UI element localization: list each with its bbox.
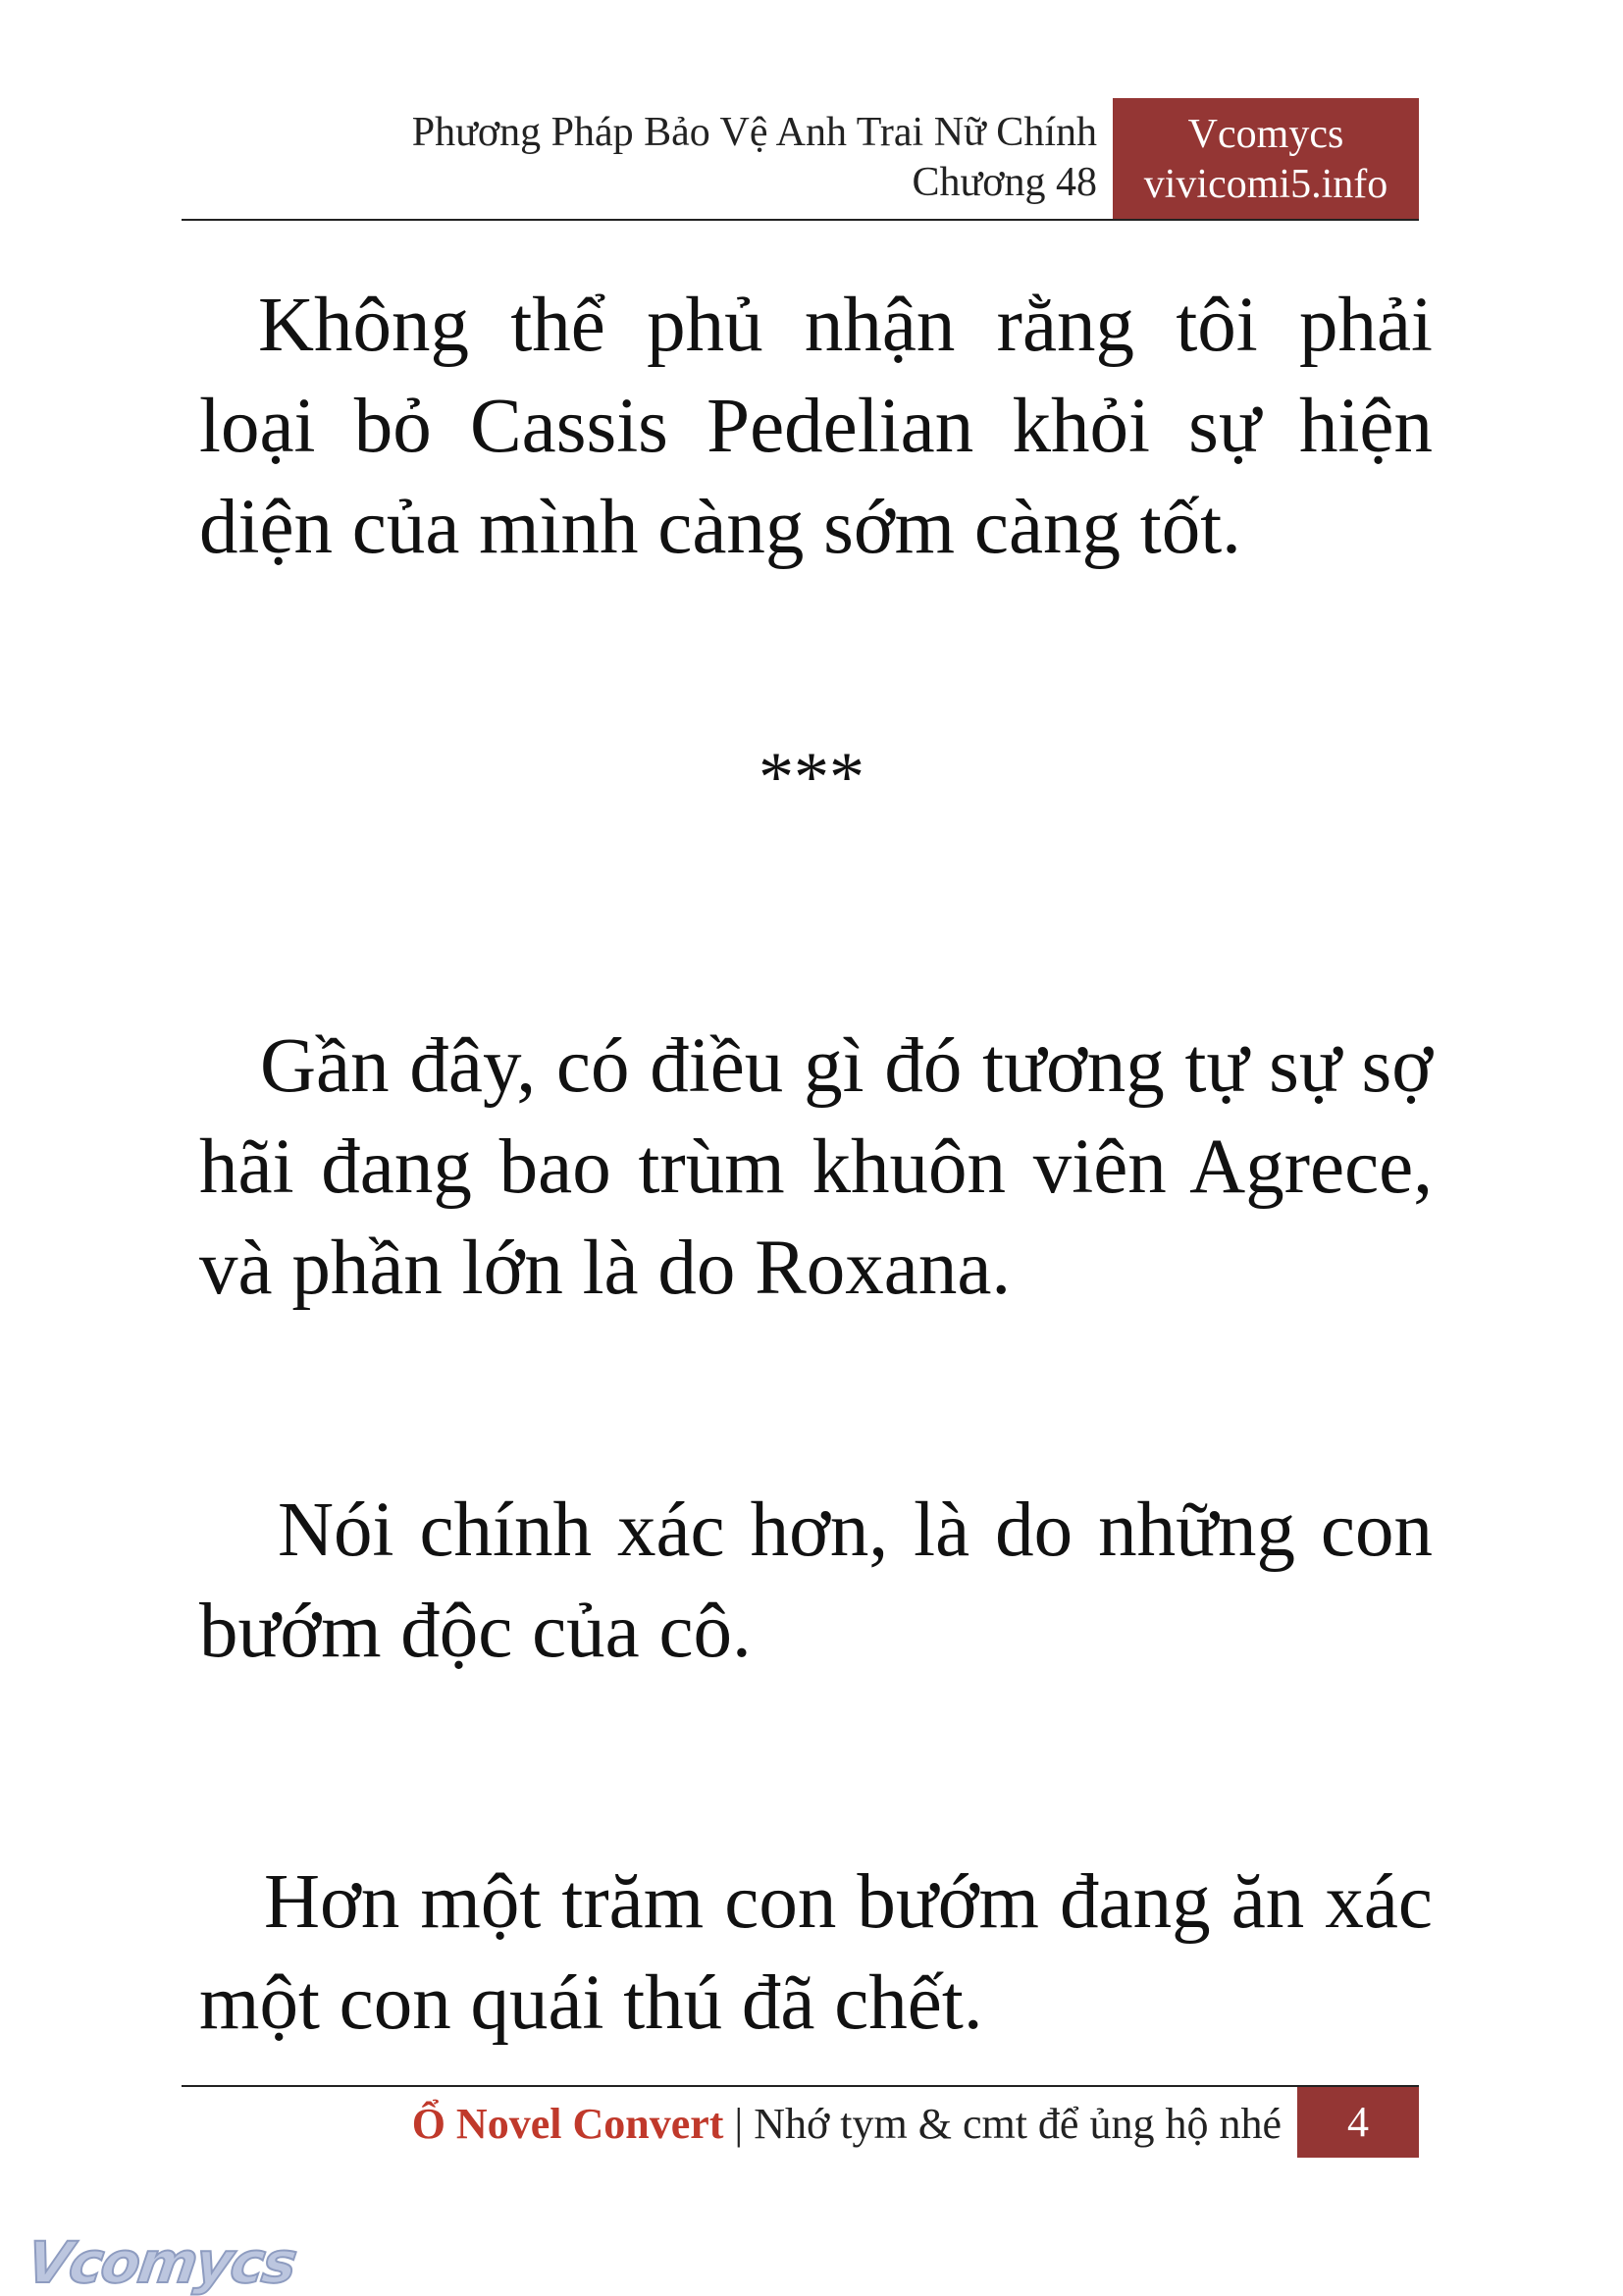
site-badge: [1113, 98, 1419, 220]
page-number: 4: [1297, 2087, 1419, 2158]
footer-brand: Ổ Novel Convert: [411, 2100, 724, 2148]
paragraph-1: Không thể phủ nhận rằng tôi phải loại bỏ Cassis Pedelian khỏi sự hiện diện của mình càng sớm càng tốt.: [199, 283, 1433, 570]
site-url: vivicomi5.info: [1143, 162, 1388, 207]
footer-note: Nhớ tym & cmt để ủng hộ nhé: [754, 2100, 1282, 2148]
paragraph-4: Hơn một trăm con bướm đang ăn xác một con quái thú đã chết.: [199, 1859, 1433, 2046]
paragraph-3: Nói chính xác hơn, là do những con bướm độc của cô.: [199, 1487, 1433, 1674]
page-footer: [412, 2095, 1282, 2154]
header-divider: [182, 219, 1419, 221]
paragraph-2: Gần đây, có điều gì đó tương tự sự sợ hãi đang bao trùm khuôn viên Agrece, và phần lớn là do Roxana.: [199, 1023, 1433, 1311]
footer-divider-glyph: |: [734, 2100, 744, 2148]
footer-divider: [182, 2085, 1419, 2087]
chapter-label: Chương 48: [912, 160, 1097, 205]
header-text: [116, 108, 1097, 208]
book-title: Phương Pháp Bảo Vệ Anh Trai Nữ Chính: [411, 110, 1097, 155]
vcomycs-logo-watermark: Vcomycs: [23, 2229, 300, 2296]
site-name: Vcomycs: [1187, 112, 1344, 157]
section-separator: ***: [759, 738, 864, 816]
